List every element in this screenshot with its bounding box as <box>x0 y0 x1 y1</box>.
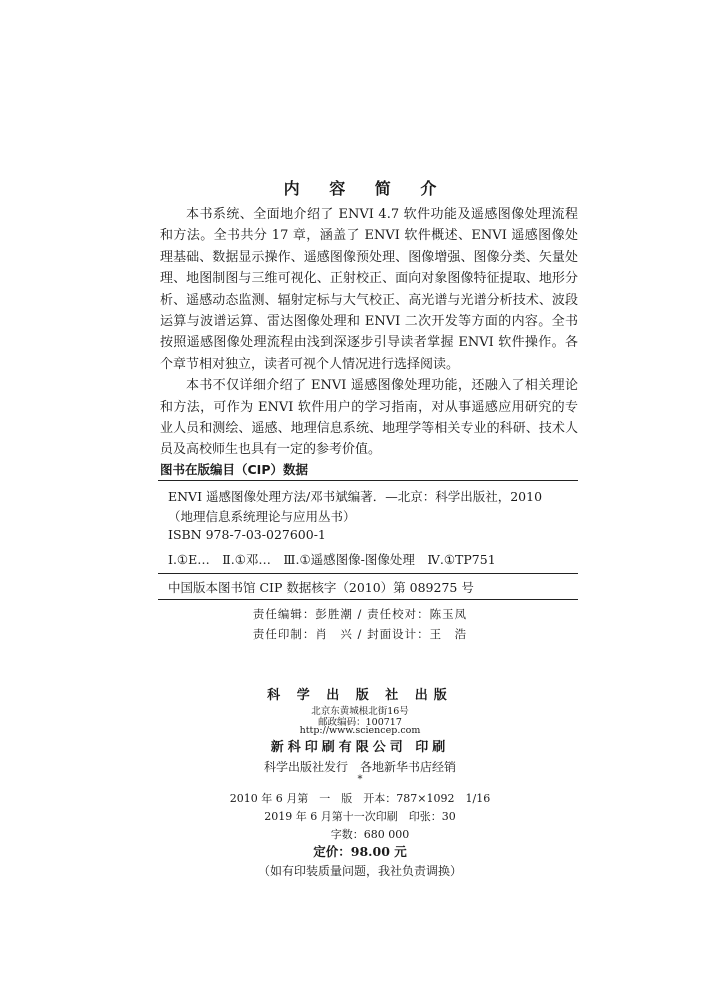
distribution-line: 科学出版社发行 各地新华书店经销 <box>263 760 456 774</box>
edition-line: 2010 年 6 月第 一 版 开本：787×1092 1/16 <box>229 792 491 805</box>
content-summary <box>160 204 578 461</box>
printer-name: 新科印刷有限公司 印刷 <box>270 740 450 755</box>
cip-isbn-line: ISBN 978-7-03-027600-1 <box>168 527 326 542</box>
editor-credit-line-1: 责任编辑：彭胜潮 / 责任校对：陈玉凤 <box>252 607 468 621</box>
editor-credits <box>0 604 720 644</box>
cip-classification-line: Ⅰ.①E… Ⅱ.①邓… Ⅲ.①遥感图像-图像处理 Ⅳ.①TP751 <box>168 552 496 567</box>
summary-paragraph-1: 本书系统、全面地介绍了 ENVI 4.7 软件功能及遥感图像处理流程和方法。全书共分 17 章，涵盖了 ENVI 软件概述、ENVI 遥感图像处理基础、数据显示操作、遥感图像预处理、图像增强、图像分类、矢量处理、地图制图与三维可视化、正射校正、面向对象图像特征提取、地形分析、遥感动态监测、辐射定标与大气校正、高光谱与光谱分析技术、波段运算与波谱运算、雷达图像处理和 ENVI 二次开发等方面的内容。全书按照遥感图像处理流程由浅到深逐步引导读者掌握 ENVI 软件操作。各个章节相对独立，读者可视个人情况进行选择阅读。 <box>160 207 578 372</box>
printing-line: 2019 年 6 月第十一次印刷 印张：30 <box>264 810 456 823</box>
publisher-url: http://www.sciencep.com <box>299 725 421 736</box>
cip-series-line: （地理信息系统理论与应用丛书） <box>168 509 356 524</box>
quality-note: （如有印装质量问题，我社负责调换） <box>257 864 462 878</box>
cip-title-line: ENVI 遥感图像处理方法/邓书斌编著．—北京：科学出版社，2010 <box>168 489 543 504</box>
cip-record-number: 中国版本图书馆 CIP 数据核字（2010）第 089275 号 <box>168 580 474 595</box>
publisher-postcode: 邮政编码：100717 <box>318 717 402 728</box>
cip-heading: 图书在版编目（CIP）数据 <box>160 462 308 477</box>
cip-divider <box>158 573 578 574</box>
publisher-address: 北京东黄城根北街16号 <box>311 706 409 717</box>
separator-star: * <box>357 774 363 785</box>
price-line: 定价：98.00 元 <box>313 844 407 859</box>
cip-data-box <box>158 480 578 600</box>
wordcount-line: 字数：680 000 <box>330 828 410 841</box>
publisher-name: 科 学 出 版 社 出版 <box>267 688 453 703</box>
page-title: 内 容 简 介 <box>283 179 449 198</box>
editor-credit-line-2: 责任印制：肖 兴 / 封面设计：王 浩 <box>252 627 468 641</box>
summary-paragraph-2: 本书不仅详细介绍了 ENVI 遥感图像处理功能，还融入了相关理论和方法，可作为 ENVI 软件用户的学习指南，对从事遥感应用研究的专业人员和测绘、遥感、地理信息系统、地理学等相关专业的科研、技术人员及高校师生也具有一定的参考价值。 <box>160 378 578 458</box>
